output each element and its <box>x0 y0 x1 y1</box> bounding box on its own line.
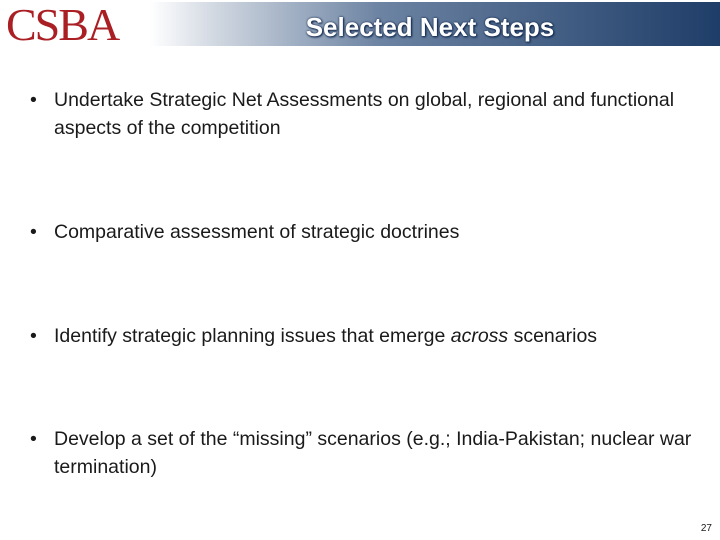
bullet-text: Develop a set of the “missing” scenarios (e.g.; India-Pakistan; nuclear war termination) <box>54 428 692 478</box>
bullet-text: Comparative assessment of strategic doctrines <box>54 221 460 243</box>
bullet-dot: • <box>30 221 37 243</box>
bullet-item <box>30 425 694 481</box>
bullet-text-emphasis: across <box>450 325 509 347</box>
bullet-dot: • <box>30 89 37 111</box>
bullet-text: Undertake Strategic Net Assessments on global, regional and functional aspects of the competition <box>54 89 675 139</box>
bullet-item <box>30 218 694 246</box>
bullet-item <box>30 86 694 142</box>
bullet-text-pre: Identify strategic planning issues that emerge <box>54 325 451 347</box>
bullet-text-post: scenarios <box>508 325 598 347</box>
page-number: 27 <box>700 523 712 534</box>
csba-logo: CSBA <box>6 0 119 50</box>
bullet-item <box>30 322 694 350</box>
bullet-dot: • <box>30 325 37 347</box>
slide-title: Selected Next Steps <box>305 12 555 42</box>
bullet-dot: • <box>30 428 37 450</box>
